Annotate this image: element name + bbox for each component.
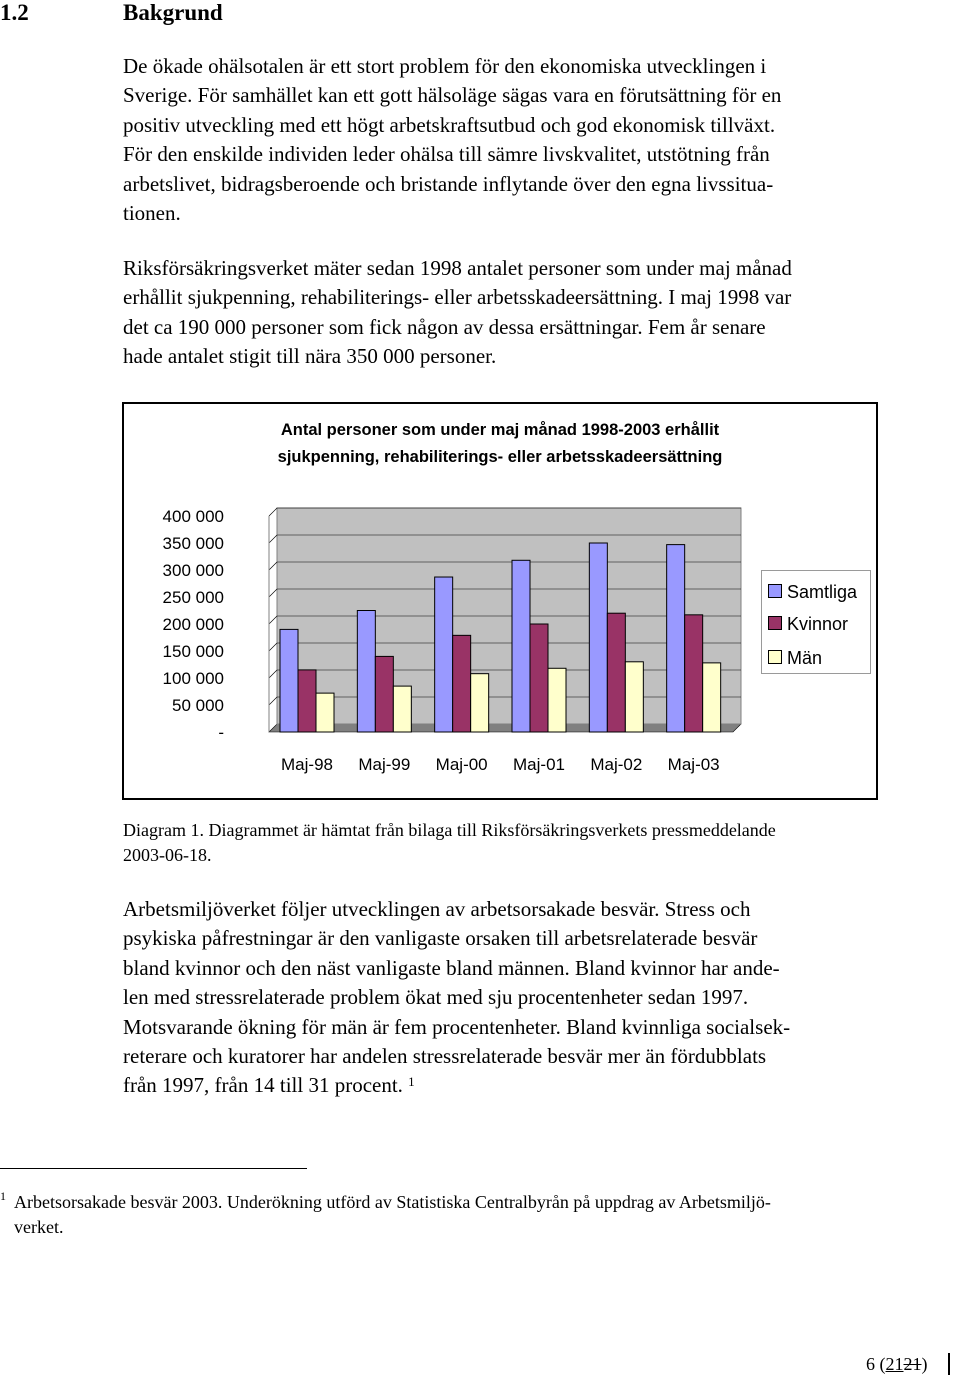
- bar-män-maj-99: [393, 686, 411, 732]
- chart-frame: [122, 402, 878, 800]
- y-tick-label: -: [218, 723, 224, 742]
- page-number-prefix: 6 (: [866, 1354, 886, 1374]
- paragraph-line: Riksförsäkringsverket mäter sedan 1998 antalet personer som under maj månad: [123, 256, 792, 280]
- gridline-side: [269, 508, 277, 516]
- paragraph-line-text: från 1997, från 14 till 31 procent.: [123, 1073, 403, 1098]
- paragraph-line: bland kvinnor och den näst vanligaste bland männen. Bland kvinnor har ande-: [123, 955, 780, 980]
- gridline-side: [269, 697, 277, 705]
- x-tick-label: Maj-99: [358, 755, 411, 774]
- bar-samtliga-maj-98: [280, 629, 298, 732]
- paragraph-line: För den enskilde individen leder ohälsa till sämre livskvalitet, utstötning från: [123, 142, 770, 167]
- paragraph-line: Sverige. För samhället kan ett gott hälsoläge sägas vara en förutsättning för en: [123, 83, 782, 108]
- bar-kvinnor-maj-99: [375, 656, 393, 732]
- paragraph-line: De ökade ohälsotalen är ett stort problem för den ekonomiska utvecklingen i: [123, 54, 767, 78]
- bar-kvinnor-maj-01: [530, 624, 548, 732]
- bar-kvinnor-maj-98: [298, 670, 316, 732]
- chart-legend: [761, 570, 871, 674]
- legend-label: Män: [787, 648, 823, 668]
- bar-samtliga-maj-02: [589, 543, 607, 732]
- bar-män-maj-02: [625, 662, 643, 732]
- footnote-mark: 1: [0, 1189, 6, 1203]
- footnote-separator: [0, 1168, 307, 1169]
- x-tick-label: Maj-98: [281, 755, 333, 774]
- legend-label: Samtliga: [787, 582, 858, 602]
- bar-samtliga-maj-00: [435, 577, 453, 732]
- y-tick-label: 150 000: [162, 642, 224, 661]
- y-tick-label: 400 000: [162, 507, 224, 526]
- caption-line: Diagram 1. Diagrammet är hämtat från bilaga till Riksförsäkringsverkets pressmeddelande: [123, 820, 776, 840]
- footnote-line: verket.: [14, 1217, 64, 1237]
- page-count-new: 21: [885, 1354, 904, 1374]
- page-number: [866, 1353, 928, 1375]
- paragraph-line: [123, 1071, 933, 1100]
- y-tick-label: 350 000: [162, 534, 224, 553]
- legend-swatch-man: [768, 650, 782, 664]
- paragraph-line: tionen.: [123, 201, 181, 226]
- paragraph-line: Arbetsmiljöverket följer utvecklingen av arbetsorsakade besvär. Stress och: [123, 897, 751, 921]
- legend-item-samtliga: [768, 580, 857, 604]
- x-tick-label: Maj-01: [513, 755, 565, 774]
- paragraph-1: [123, 52, 933, 228]
- legend-label: Kvinnor: [787, 614, 849, 634]
- gridline-side: [269, 589, 277, 597]
- caption-line: 2003-06-18.: [123, 845, 212, 865]
- section-number: 1.2: [0, 0, 29, 25]
- chart-title-line1: Antal personer som under maj månad 1998-2003 erhållit: [280, 421, 720, 439]
- paragraph-line: arbetslivet, bidragsberoende och bristande inflytande över den egna livssitua-: [123, 171, 774, 196]
- legend-swatch-kvinnor: [768, 616, 782, 630]
- y-tick-label: 300 000: [162, 561, 224, 580]
- y-tick-label: 100 000: [162, 669, 224, 688]
- bar-samtliga-maj-99: [357, 611, 375, 733]
- y-tick-label: 200 000: [162, 615, 224, 634]
- paragraph-line: positiv utveckling med ett högt arbetskraftsutbud och god ekonomisk tillväxt.: [123, 112, 776, 137]
- paragraph-3: [123, 895, 933, 1101]
- y-tick-label: 50 000: [172, 696, 224, 715]
- paragraph-line: erhållit sjukpenning, rehabiliterings- eller arbetsskadeersättning. I maj 1998 var: [123, 285, 792, 310]
- paragraph-2: [123, 254, 933, 372]
- page-number-suffix: ): [921, 1354, 928, 1374]
- gridline-side: [269, 562, 277, 570]
- gridline-side: [269, 535, 277, 543]
- bar-män-maj-03: [703, 663, 721, 732]
- bar-kvinnor-maj-00: [453, 635, 471, 732]
- section-title: Bakgrund: [123, 0, 223, 25]
- x-tick-label: Maj-02: [590, 755, 643, 774]
- corner-mark: [948, 1353, 950, 1375]
- legend-item-man: [768, 646, 822, 670]
- bar-män-maj-01: [548, 668, 566, 732]
- footnote-line: Arbetsorsakade besvär 2003. Underökning utförd av Statistiska Centralbyrån på uppdrag av Arbetsmiljö-: [14, 1192, 771, 1212]
- paragraph-line: len med stressrelaterade problem ökat med sju procentenheter sedan 1997.: [123, 985, 749, 1010]
- bar-samtliga-maj-01: [512, 560, 530, 732]
- chart-caption: [123, 818, 923, 868]
- gridline-side: [269, 616, 277, 624]
- legend-item-kvinnor: [768, 612, 848, 636]
- gridline-side: [269, 670, 277, 678]
- footnote-reference[interactable]: 1: [408, 1074, 415, 1090]
- paragraph-line: det ca 190 000 personer som fick någon av dessa ersättningar. Fem år senare: [123, 314, 766, 339]
- bar-män-maj-00: [471, 674, 489, 732]
- gridline-side: [269, 643, 277, 651]
- page-count-old: 21: [903, 1354, 922, 1374]
- footnote-text: [14, 1190, 914, 1240]
- legend-swatch-samtliga: [768, 584, 782, 598]
- bar-män-maj-98: [316, 693, 334, 732]
- y-tick-label: 250 000: [162, 588, 224, 607]
- x-tick-label: Maj-00: [435, 755, 488, 774]
- paragraph-line: reterare och kuratorer har andelen stressrelaterade besvär mer än fördubblats: [123, 1044, 767, 1069]
- paragraph-line: hade antalet stigit till nära 350 000 personer.: [123, 344, 497, 369]
- bar-kvinnor-maj-03: [685, 615, 703, 732]
- paragraph-line: psykiska påfrestningar är den vanligaste orsaken till arbetsrelaterade besvär: [123, 926, 758, 951]
- bar-samtliga-maj-03: [667, 545, 685, 732]
- chart-title-line2: sjukpenning, rehabiliterings- eller arbetsskadeersättning: [277, 448, 723, 466]
- x-tick-label: Maj-03: [667, 755, 720, 774]
- bar-kvinnor-maj-02: [607, 613, 625, 732]
- paragraph-line: Motsvarande ökning för män är fem procentenheter. Bland kvinnliga socialsek-: [123, 1014, 791, 1039]
